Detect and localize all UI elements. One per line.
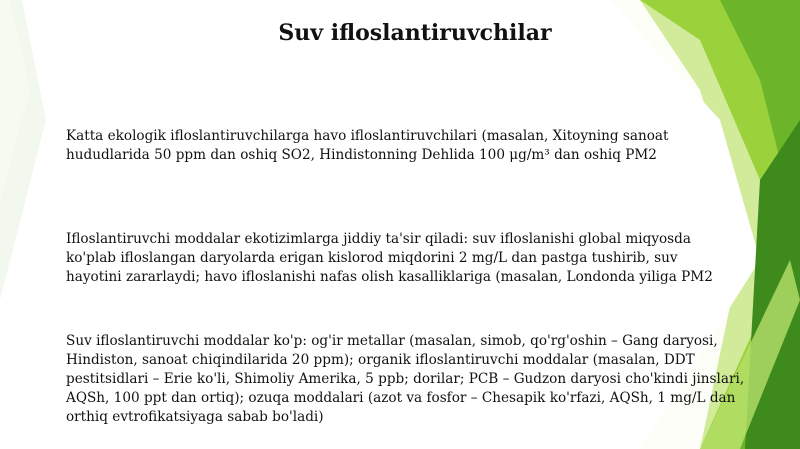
paragraph-1: Katta ekologik ifloslantiruvchilarga havo ifloslantiruvchilari (masalan, Xitoyning sanoat hududlarida 50 ppm dan oshiq SO2, Hindistonning Dehlida 100 μg/m³ dan oshiq PM2: [66, 128, 669, 163]
slide-title: Suv ifloslantiruvchilar: [278, 20, 552, 46]
paragraph-2: Ifloslantiruvchi moddalar ekotizimlarga jiddiy ta'sir qiladi: suv ifloslanishi global miqyosda ko'plab ifloslangan daryolarda erigan kislorod miqdorini 2 mg/L dan pastga tushirib, suv hayotini zararlaydi; havo ifloslanishi nafas olish kasalliklariga (masalan, Londonda yiliga PM2: [66, 231, 713, 285]
paragraph-3: Suv ifloslantiruvchi moddalar ko'p: og'ir metallar (masalan, simob, qo'rg'oshin – Gang daryosi, Hindiston, sanoat chiqindilarida 20 ppm); organik ifloslantiruvchi moddalar (masalan, DDT pestitsidlari – Erie ko'li, Shimoliy Amerika, 5 ppb; dorilar; PCB – Gudzon daryosi cho'kindi jinslari, AQSh, 100 ppt dan ortiq); ozuqa moddalari (azot va fosfor – Chesapik ko'rfazi, AQSh, 1 mg/L dan orthiq evtrofikatsiyaga sabab bo'ladi): [66, 333, 745, 425]
